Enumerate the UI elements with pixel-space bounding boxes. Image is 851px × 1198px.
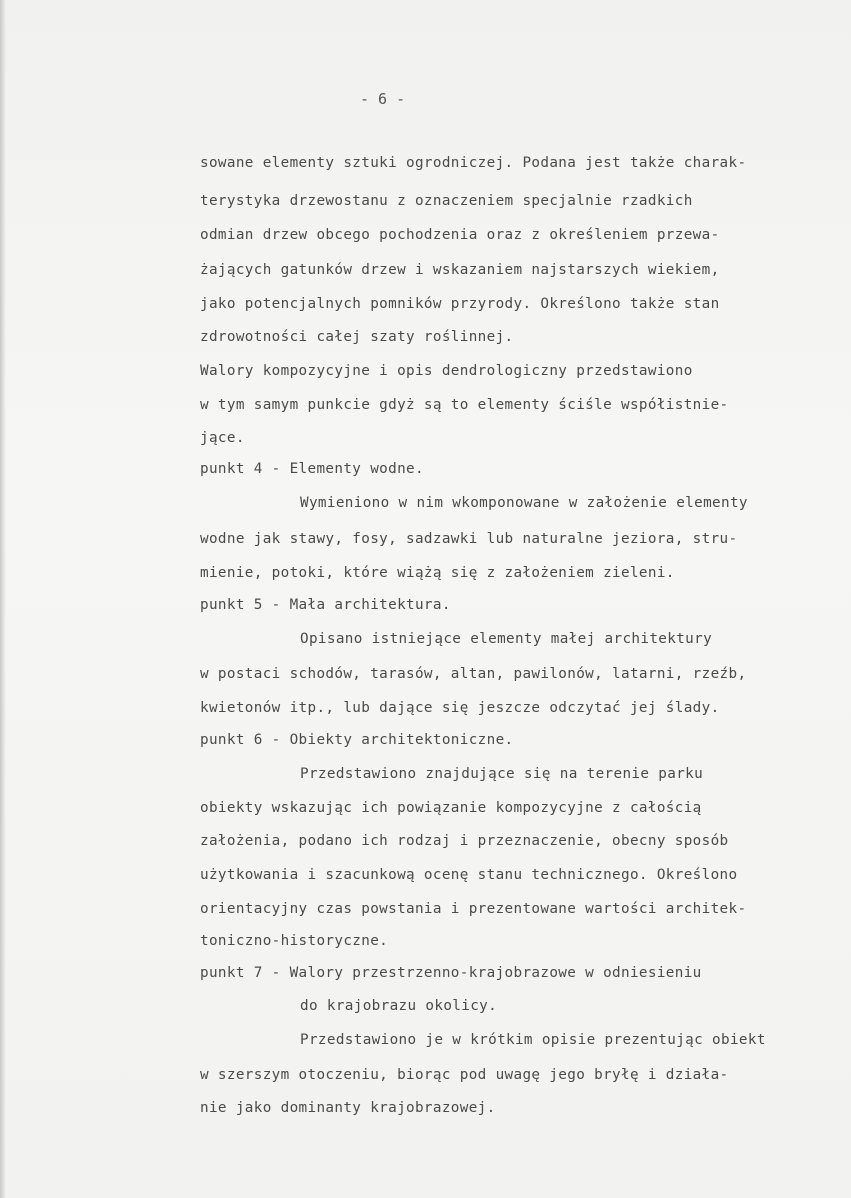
scan-edge-shadow: [0, 0, 6, 1198]
text-line: sowane elementy sztuki ogrodniczej. Podana jest także charak-: [200, 155, 747, 171]
section-heading-continued: do krajobrazu okolicy.: [300, 998, 498, 1014]
text-line: zdrowotności całej szaty roślinnej.: [200, 329, 514, 345]
text-line: założenia, podano ich rodzaj i przeznaczenie, obecny sposób: [200, 833, 729, 849]
text-line: żających gatunków drzew i wskazaniem najstarszych wiekiem,: [200, 262, 720, 278]
text-line: wodne jak stawy, fosy, sadzawki lub naturalne jeziora, stru-: [200, 531, 738, 547]
text-line: Opisano istniejące elementy małej architektury: [300, 631, 713, 647]
section-heading: punkt 5 - Mała architektura.: [200, 597, 451, 613]
text-line: Przedstawiono znajdujące się na terenie parku: [300, 766, 704, 782]
text-line: kwietonów itp., lub dające się jeszcze odczytać jej ślady.: [200, 700, 720, 716]
section-heading: punkt 4 - Elementy wodne.: [200, 461, 424, 477]
text-line: odmian drzew obcego pochodzenia oraz z określeniem przewa-: [200, 227, 720, 243]
section-heading: punkt 7 - Walory przestrzenno-krajobrazowe w odniesieniu: [200, 965, 702, 981]
text-line: obiekty wskazując ich powiązanie kompozycyjne z całością: [200, 800, 702, 816]
text-line: mienie, potoki, które wiążą się z założeniem zieleni.: [200, 565, 675, 581]
section-heading: punkt 6 - Obiekty architektoniczne.: [200, 732, 514, 748]
text-line: toniczno-historyczne.: [200, 933, 389, 949]
text-line: orientacyjny czas powstania i prezentowane wartości architek-: [200, 901, 747, 917]
text-line: w tym samym punkcie gdyż są to elementy ściśle współistnie-: [200, 397, 729, 413]
text-line: użytkowania i szacunkową ocenę stanu technicznego. Określono: [200, 867, 738, 883]
text-line: jące.: [200, 430, 245, 446]
text-line: w postaci schodów, tarasów, altan, pawilonów, latarni, rzeźb,: [200, 666, 747, 682]
text-line: nie jako dominanty krajobrazowej.: [200, 1100, 496, 1116]
text-line: Walory kompozycyjne i opis dendrologiczny przedstawiono: [200, 363, 693, 379]
page-number: - 6 -: [360, 90, 406, 108]
text-line: Przedstawiono je w krótkim opisie prezentując obiekt: [300, 1032, 766, 1048]
text-line: w szerszym otoczeniu, biorąc pod uwagę jego bryłę i działa-: [200, 1067, 729, 1083]
text-line: Wymieniono w nim wkomponowane w założenie elementy: [300, 495, 748, 511]
text-line: terystyka drzewostanu z oznaczeniem specjalnie rzadkich: [200, 193, 693, 209]
text-line: jako potencjalnych pomników przyrody. Określono także stan: [200, 296, 720, 312]
